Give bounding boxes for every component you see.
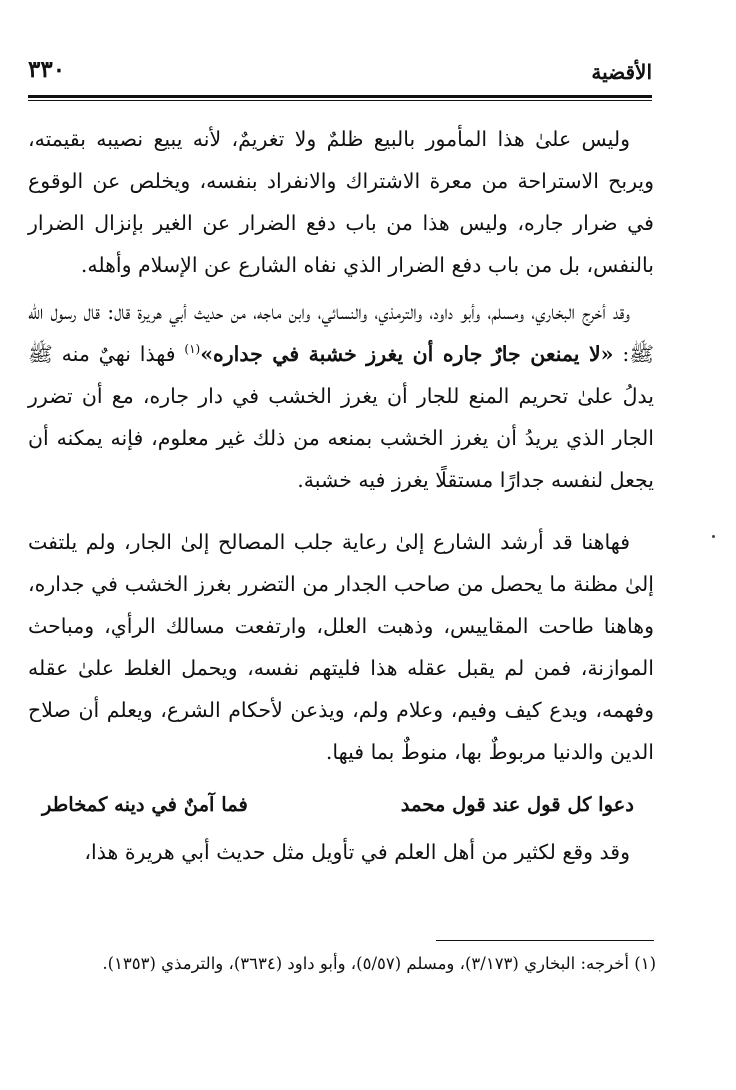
header-rule-thick: [28, 95, 652, 98]
verse-second-hemistich: فما آمنٌ في دينه كمخاطر: [42, 793, 248, 816]
paragraph-5-text: وقد وقع لكثير من أهل العلم في تأويل مثل حديث أبي هريرة هذا،: [84, 840, 630, 864]
margin-mark: [712, 535, 715, 538]
paragraph-3: [28, 521, 654, 773]
page-header: [28, 52, 652, 96]
footnote-reference: (١): [184, 342, 201, 357]
paragraph-2-commentary: فهذا نهيٌ منه ﷺ يدلُ علىٰ تحريم المنع للجار أن يغرز الخشب في دار جاره، مع أن تضرر الجار الذي يريدُ أن يغرز الخشب بمنعه من ذلك غير معلوم، فإنه يمكنه أن يجعل لنفسه جدارًا مستقلًا يغرز فيه خشبة.: [28, 342, 654, 492]
body-text: [28, 118, 654, 873]
verse-first-hemistich: دعوا كل قول عند قول محمد: [400, 793, 634, 816]
paragraph-1-text: وليس علىٰ هذا المأمور بالبيع ظلمٌ ولا تغريمٌ، لأنه يبيع نصيبه بقيمته، ويربح الاستراحة من معرة الاشتراك والانفراد بنفسه، ويخلص عن الوقوع في ضرار جاره، وليس هذا من باب دفع الضرار عن الغير بإنزال الضرار بالنفس، بل من باب دفع الضرار الذي نفاه الشارع عن الإسلام وأهله.: [28, 127, 654, 277]
page-number: ٣٣٠: [28, 56, 66, 83]
footnote-separator: [436, 940, 654, 941]
footnote: (١) أخرجه: البخاري (٣/١٧٣)، ومسلم (٥/٥٧)، وأبو داود (٣٦٣٤)، والترمذي (١٣٥٣).: [102, 954, 656, 973]
paragraph-5: [28, 831, 654, 873]
hadith-quote: «لا يمنعن جارٌ جاره أن يغرز خشبة في جداره»: [200, 342, 614, 366]
poetry-verse: [28, 787, 654, 823]
paragraph-2-intro: وقد أخرج البخاري، ومسلم، وأبو داود، والترمذي، والنسائي، وابن ماجه، من حديث أبي هريرة قال: قال رسول اللّٰه ﷺ:: [28, 300, 654, 366]
paragraph-1: [28, 118, 654, 286]
paragraph-2: [28, 291, 654, 501]
header-rule-thin: [28, 100, 652, 101]
running-title: الأقضية: [591, 60, 652, 84]
paragraph-3-text: فهاهنا قد أرشد الشارع إلىٰ رعاية جلب المصالح إلىٰ الجار، ولم يلتفت إلىٰ مظنة ما يحصل من صاحب الجدار من التضرر بغرز الخشب في جداره، وهاهنا طاحت المقاييس، وذهبت العلل، وارتفعت مسالك الرأي، ومباحث الموازنة، فمن لم يقبل عقله هذا فليتهم نفسه، ويحمل الغلط علىٰ عقله وفهمه، ويدع كيف وفيم، وعلام ولم، ويذعن لأحكام الشرع، ويعلم أن صلاح الدين والدنيا مربوطٌ بها، منوطٌ بما فيها.: [28, 530, 654, 764]
